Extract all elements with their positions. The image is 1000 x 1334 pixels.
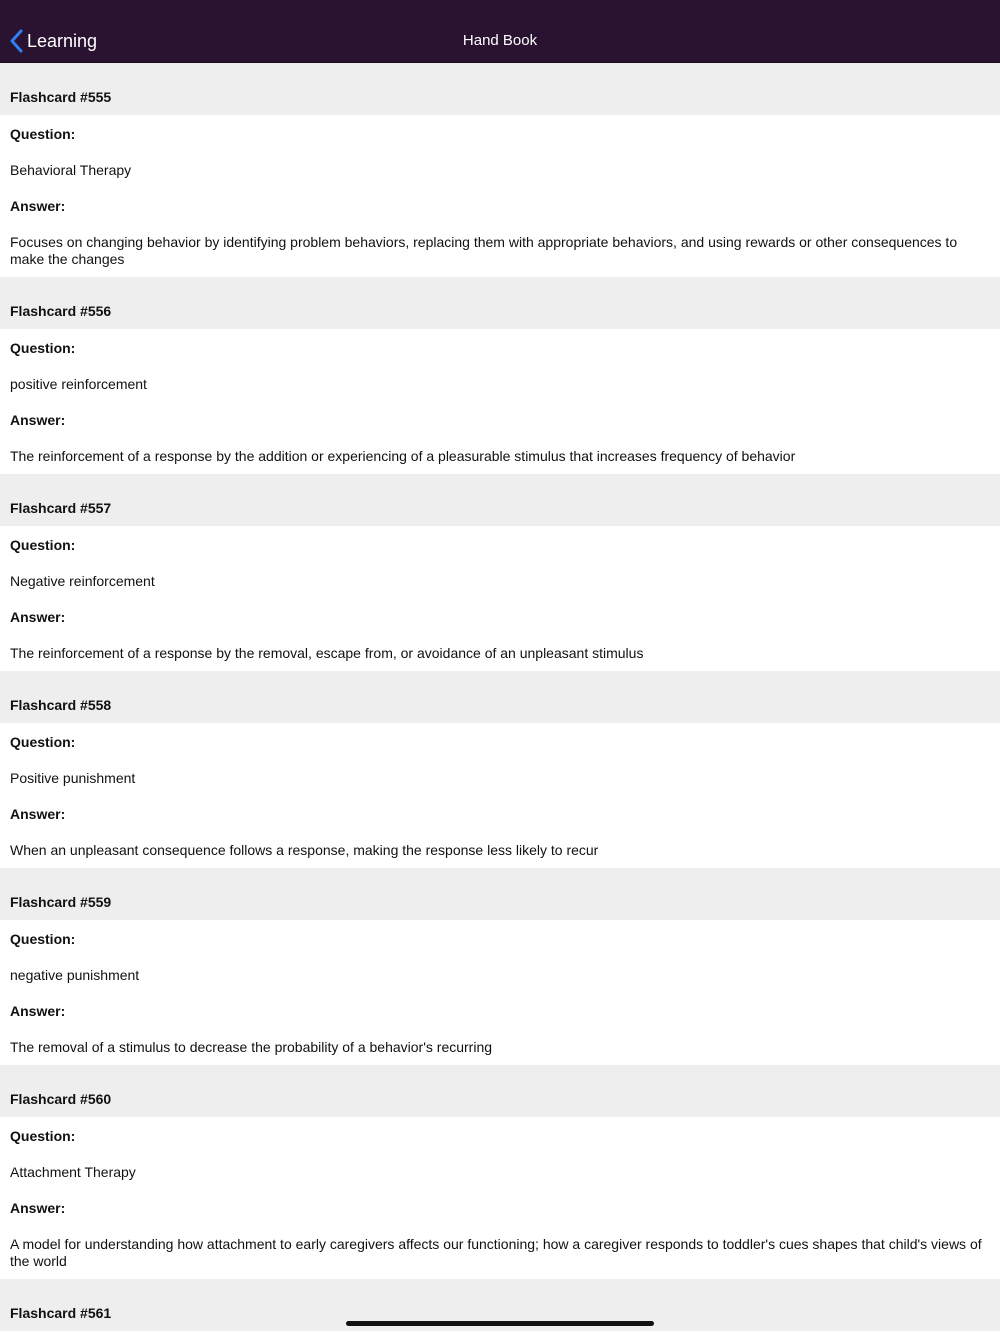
question-text: Negative reinforcement [10,573,155,589]
flashcard-body [0,115,1000,277]
answer-label: Answer: [10,1003,66,1019]
question-text: Attachment Therapy [10,1164,136,1180]
page-title: Hand Book [462,32,538,49]
question-label: Question: [10,340,76,356]
flashcard-body [0,723,1000,868]
flashcard-body [0,526,1000,671]
question-text: negative punishment [10,967,140,983]
answer-label: Answer: [10,198,66,214]
flashcard [0,474,1000,671]
answer-text: A model for understanding how attachment to early caregivers affects our functioning; how a caregiver responds to toddler's cues shapes that child's views of the world [10,1236,982,1269]
home-indicator[interactable] [346,1321,654,1326]
flashcard-list[interactable] [0,63,1000,1334]
answer-label: Answer: [10,1200,66,1216]
back-button-label: Learning [27,31,98,51]
flashcard-header: Flashcard #556 [0,277,1000,329]
question-label: Question: [10,1128,76,1144]
question-label: Question: [10,537,76,553]
answer-label: Answer: [10,412,66,428]
navigation-bar [0,0,1000,63]
flashcard [0,868,1000,1065]
flashcard-header: Flashcard #555 [0,63,1000,115]
flashcard-header: Flashcard #559 [0,868,1000,920]
question-label: Question: [10,734,76,750]
answer-text: The reinforcement of a response by the removal, escape from, or avoidance of an unpleasant stimulus [10,645,644,661]
flashcard-header: Flashcard #557 [0,474,1000,526]
flashcard [0,1065,1000,1279]
answer-text: When an unpleasant consequence follows a response, making the response less likely to recur [10,842,599,858]
answer-text: Focuses on changing behavior by identifying problem behaviors, replacing them with appropriate behaviors, and using rewards or other consequences to make the changes [10,234,958,267]
answer-label: Answer: [10,806,66,822]
question-text: positive reinforcement [10,376,147,392]
flashcard-header: Flashcard #558 [0,671,1000,723]
answer-text: The reinforcement of a response by the addition or experiencing of a pleasurable stimulus that increases frequency of behavior [10,448,796,464]
question-label: Question: [10,126,76,142]
answer-label: Answer: [10,609,66,625]
question-text: Positive punishment [10,770,136,786]
flashcard [0,671,1000,868]
flashcard [0,277,1000,474]
flashcard-header: Flashcard #561 [0,1279,1000,1331]
question-label: Question: [10,931,76,947]
flashcard-body [0,1117,1000,1279]
flashcard-header: Flashcard #560 [0,1065,1000,1117]
flashcard-body [0,920,1000,1065]
flashcard-body [0,329,1000,474]
answer-text: The removal of a stimulus to decrease the probability of a behavior's recurring [10,1039,493,1055]
question-text: Behavioral Therapy [10,162,132,178]
flashcard [0,63,1000,277]
